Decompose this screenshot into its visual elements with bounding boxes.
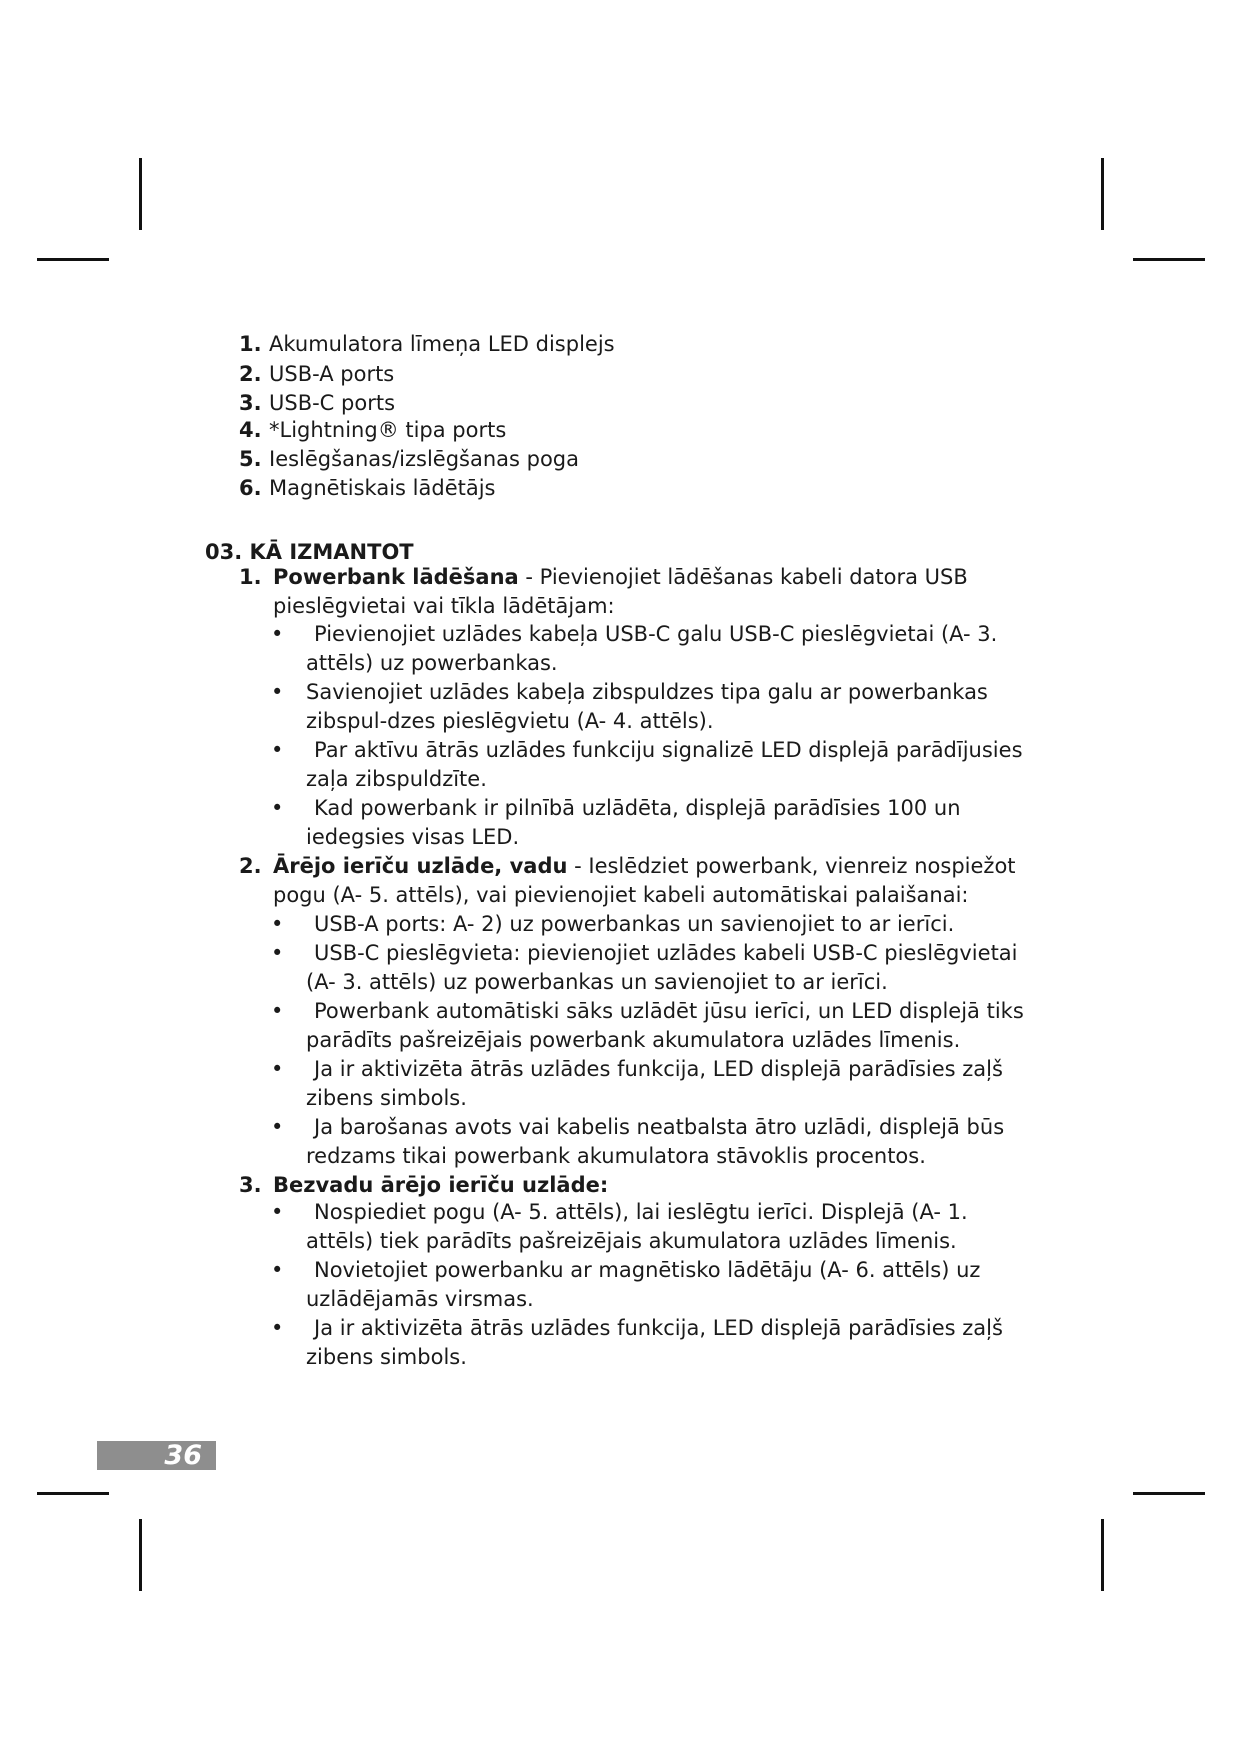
crop-mark-top-right-horizontal — [1133, 258, 1205, 261]
parts-list-text: USB-C ports — [269, 391, 396, 415]
bullet-text: Ja ir aktivizēta ātrās uzlādes funkcija, LED displejā parādīsies zaļš zibens simbols. — [306, 1316, 1003, 1369]
step-number: 3. — [239, 1173, 262, 1197]
section-title: 03. KĀ IZMANTOT — [205, 540, 414, 564]
bullet-icon: • — [271, 796, 284, 820]
parts-list-number: 3. — [239, 391, 262, 415]
bullet-icon: • — [271, 912, 284, 936]
bullet-text: Powerbank automātiski sāks uzlādēt jūsu ierīci, un LED displejā tiks parādīts pašreizējais powerbank akumulatora uzlādes līmenis. — [306, 999, 1024, 1052]
bullet-icon: • — [271, 1316, 284, 1340]
bullet-text: USB-A ports: A- 2) uz powerbankas un savienojiet to ar ierīci. — [314, 912, 955, 936]
list-item — [271, 1198, 1041, 1256]
page-number: 36 — [97, 1441, 216, 1470]
list-item — [271, 736, 1041, 794]
crop-mark-bottom-left-horizontal — [37, 1492, 109, 1495]
bullet-icon: • — [271, 680, 284, 704]
bullet-text: Par aktīvu ātrās uzlādes funkciju signalizē LED displejā parādījusies zaļa zibspuldzīte. — [306, 738, 1023, 791]
bullet-icon: • — [271, 941, 284, 965]
bullet-icon: • — [271, 738, 284, 762]
step-heading — [239, 563, 1039, 621]
bullet-icon: • — [271, 622, 284, 646]
bullet-text: Kad powerbank ir pilnībā uzlādēta, displejā parādīsies 100 un iedegsies visas LED. — [306, 796, 961, 849]
bullet-text: Ja ir aktivizēta ātrās uzlādes funkcija, LED displejā parādīsies zaļš zibens simbols. — [306, 1057, 1003, 1110]
parts-list-number: 2. — [239, 362, 262, 386]
parts-list-number: 5. — [239, 447, 262, 471]
step-number: 2. — [239, 854, 262, 878]
step-text: - Ieslēdziet powerbank, vienreiz nospiežot pogu (A- 5. attēls), vai pievienojiet kabeli automātiskai palaišanai: — [273, 854, 1016, 907]
parts-list-number: 6. — [239, 476, 262, 500]
list-item — [271, 910, 1041, 939]
parts-list-text: *Lightning® tipa ports — [269, 418, 507, 442]
step-title: Ārējo ierīču uzlāde, vadu — [273, 854, 568, 878]
parts-list-number: 4. — [239, 418, 262, 442]
bullet-text: Pievienojiet uzlādes kabeļa USB-C galu USB-C pieslēgvietai (A- 3. attēls) uz powerbankas. — [306, 622, 998, 675]
bullet-icon: • — [271, 1200, 284, 1224]
step-number: 1. — [239, 565, 262, 589]
step-title: Powerbank lādēšana — [273, 565, 519, 589]
list-item — [271, 1113, 1041, 1171]
list-item — [271, 997, 1041, 1055]
step-text: - Pievienojiet lādēšanas kabeli datora USB pieslēgvietai vai tīkla lādētājam: — [273, 565, 968, 618]
bullet-icon: • — [271, 1057, 284, 1081]
crop-mark-bottom-right-vertical — [1101, 1519, 1104, 1591]
bullet-text: Novietojiet powerbanku ar magnētisko lādētāju (A- 6. attēls) uz uzlādējamās virsmas. — [306, 1258, 981, 1311]
list-item — [271, 1256, 1041, 1314]
step-heading — [239, 852, 1039, 910]
parts-list-text: USB-A ports — [269, 362, 395, 386]
crop-mark-top-left-horizontal — [37, 258, 109, 261]
list-item — [271, 1314, 1041, 1372]
list-item — [271, 939, 1041, 997]
list-item — [271, 794, 1041, 852]
crop-mark-bottom-right-horizontal — [1133, 1492, 1205, 1495]
bullet-text: Savienojiet uzlādes kabeļa zibspuldzes tipa galu ar powerbankas zibspul-dzes pieslēgvietu (A- 4. attēls). — [306, 680, 988, 733]
step-heading — [239, 1171, 1039, 1200]
bullet-text: Nospiediet pogu (A- 5. attēls), lai ieslēgtu ierīci. Displejā (A- 1. attēls) tiek parādīts pašreizējais akumulatora uzlādes līmenis. — [306, 1200, 968, 1253]
list-item — [271, 620, 1041, 678]
crop-mark-top-left-vertical — [139, 158, 142, 230]
bullet-icon: • — [271, 999, 284, 1023]
bullet-text: Ja barošanas avots vai kabelis neatbalsta ātro uzlādi, displejā būs redzams tikai powerbank akumulatora stāvoklis procentos. — [306, 1115, 1005, 1168]
list-item — [271, 678, 1041, 736]
bullet-icon: • — [271, 1258, 284, 1282]
crop-mark-bottom-left-vertical — [139, 1519, 142, 1591]
crop-mark-top-right-vertical — [1101, 158, 1104, 230]
parts-list-number: 1. — [239, 332, 262, 356]
bullet-text: USB-C pieslēgvieta: pievienojiet uzlādes kabeli USB-C pieslēgvietai (A- 3. attēls) uz powerbankas un savienojiet to ar ierīci. — [306, 941, 1018, 994]
parts-list-text: Ieslēgšanas/izslēgšanas poga — [269, 447, 580, 471]
step-title: Bezvadu ārējo ierīču uzlāde: — [273, 1173, 609, 1197]
bullet-icon: • — [271, 1115, 284, 1139]
parts-list-text: Akumulatora līmeņa LED displejs — [269, 332, 615, 356]
list-item — [271, 1055, 1041, 1113]
parts-list-text: Magnētiskais lādētājs — [269, 476, 496, 500]
